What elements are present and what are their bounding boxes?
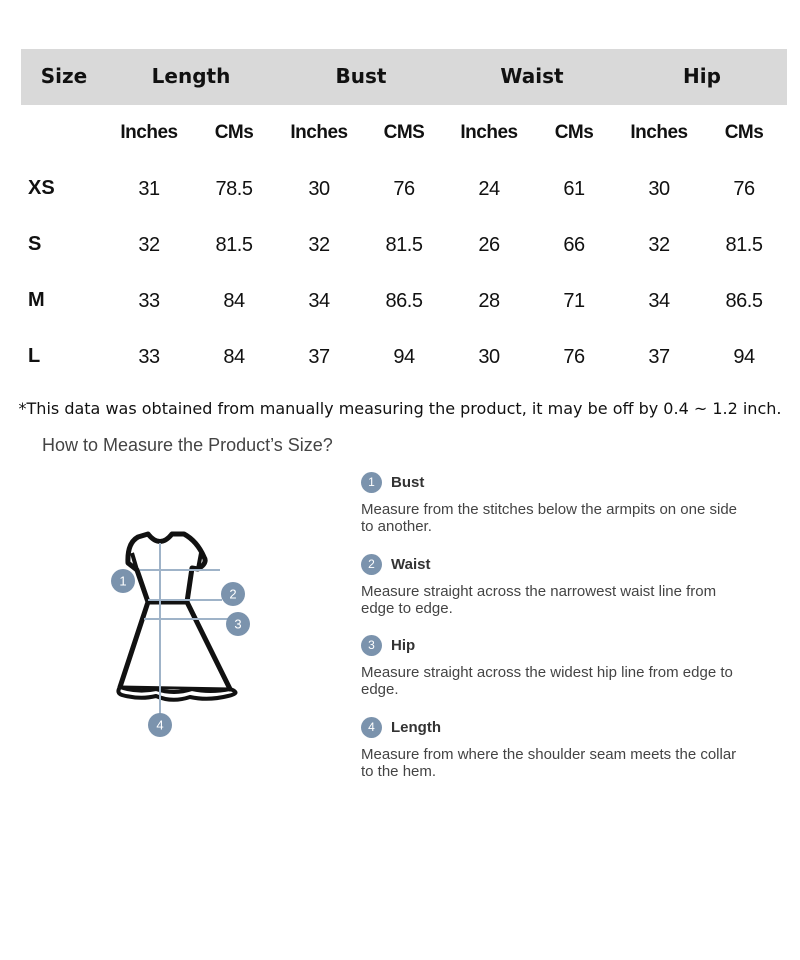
table-cell: 37 [308,346,330,368]
label-badge-3 [226,612,250,636]
table-cell: 34 [648,290,670,312]
table-cell: 28 [478,290,500,312]
header-hip: Hip [683,64,721,88]
step-bust [361,472,751,535]
row-size-label: M [28,289,45,311]
table-cell: 37 [648,346,670,368]
step-description: Measure from the stitches below the armpits on one side to another. [361,501,738,535]
header-waist: Waist [500,64,564,88]
table-header-bar [21,49,787,105]
table-cell: 32 [138,234,160,256]
table-cell: 78.5 [215,178,253,200]
header-bust: Bust [335,64,387,88]
step-length [361,717,751,780]
table-cell: 76 [563,346,585,368]
table-cell: 33 [138,290,160,312]
subheader-waist-cms: CMs [554,122,594,143]
table-cell: 81.5 [215,234,253,256]
svg-text:1: 1 [119,573,127,589]
step-description: Measure straight across the narrowest waist line from edge to edge. [361,583,717,617]
step-number-badge: 2 [361,554,382,575]
table-cell: 76 [393,178,415,200]
step-title: Hip [391,637,416,654]
table-cell: 31 [138,178,160,200]
table-cell: 76 [733,178,755,200]
header-size: Size [40,64,88,88]
table-cell: 33 [138,346,160,368]
table-cell: 30 [308,178,330,200]
subheader-length-cms: CMs [214,122,254,143]
label-badge-2 [221,582,245,606]
step-number-badge: 1 [361,472,382,493]
step-title: Bust [391,474,425,491]
table-cell: 86.5 [385,290,423,312]
step-title: Length [391,719,441,736]
step-waist [361,554,751,617]
step-description: Measure from where the shoulder seam meets the collar to the hem. [361,746,737,780]
label-badge-1 [111,569,135,593]
step-number-badge: 4 [361,717,382,738]
step-number-badge: 3 [361,635,382,656]
svg-text:2: 2 [229,586,237,602]
subheader-bust-cms: CMS [383,122,425,143]
table-cell: 26 [478,234,500,256]
dress-diagram [100,525,260,745]
subheader-bust-inches: Inches [290,122,348,143]
table-cell: 61 [563,178,585,200]
row-size-label: S [28,233,42,255]
step-title: Waist [391,556,431,573]
howto-title: How to Measure the Product’s Size? [42,435,333,455]
table-cell: 32 [308,234,330,256]
table-cell: 81.5 [385,234,423,256]
table-cell: 30 [648,178,670,200]
dress-outline-icon [118,534,235,700]
table-cell: 34 [308,290,330,312]
header-length: Length [151,64,231,88]
table-cell: 24 [478,178,500,200]
measurement-disclaimer: *This data was obtained from manually measuring the product, it may be off by 0.4 ~ 1.2 inch. [18,399,782,418]
table-cell: 84 [223,290,245,312]
step-hip [361,635,751,698]
subheader-waist-inches: Inches [460,122,518,143]
table-cell: 66 [563,234,585,256]
table-cell: 81.5 [725,234,763,256]
step-description: Measure straight across the widest hip line from edge to edge. [361,664,733,698]
row-size-label: L [28,345,41,367]
label-badge-4 [148,713,172,737]
svg-text:3: 3 [234,616,242,632]
table-cell: 94 [733,346,755,368]
table-cell: 32 [648,234,670,256]
table-cell: 86.5 [725,290,763,312]
table-cell: 71 [563,290,585,312]
subheader-hip-cms: CMs [724,122,764,143]
table-cell: 84 [223,346,245,368]
row-size-label: XS [28,177,55,199]
svg-text:4: 4 [156,717,164,733]
subheader-hip-inches: Inches [630,122,688,143]
subheader-length-inches: Inches [120,122,178,143]
table-cell: 94 [393,346,415,368]
table-cell: 30 [478,346,500,368]
